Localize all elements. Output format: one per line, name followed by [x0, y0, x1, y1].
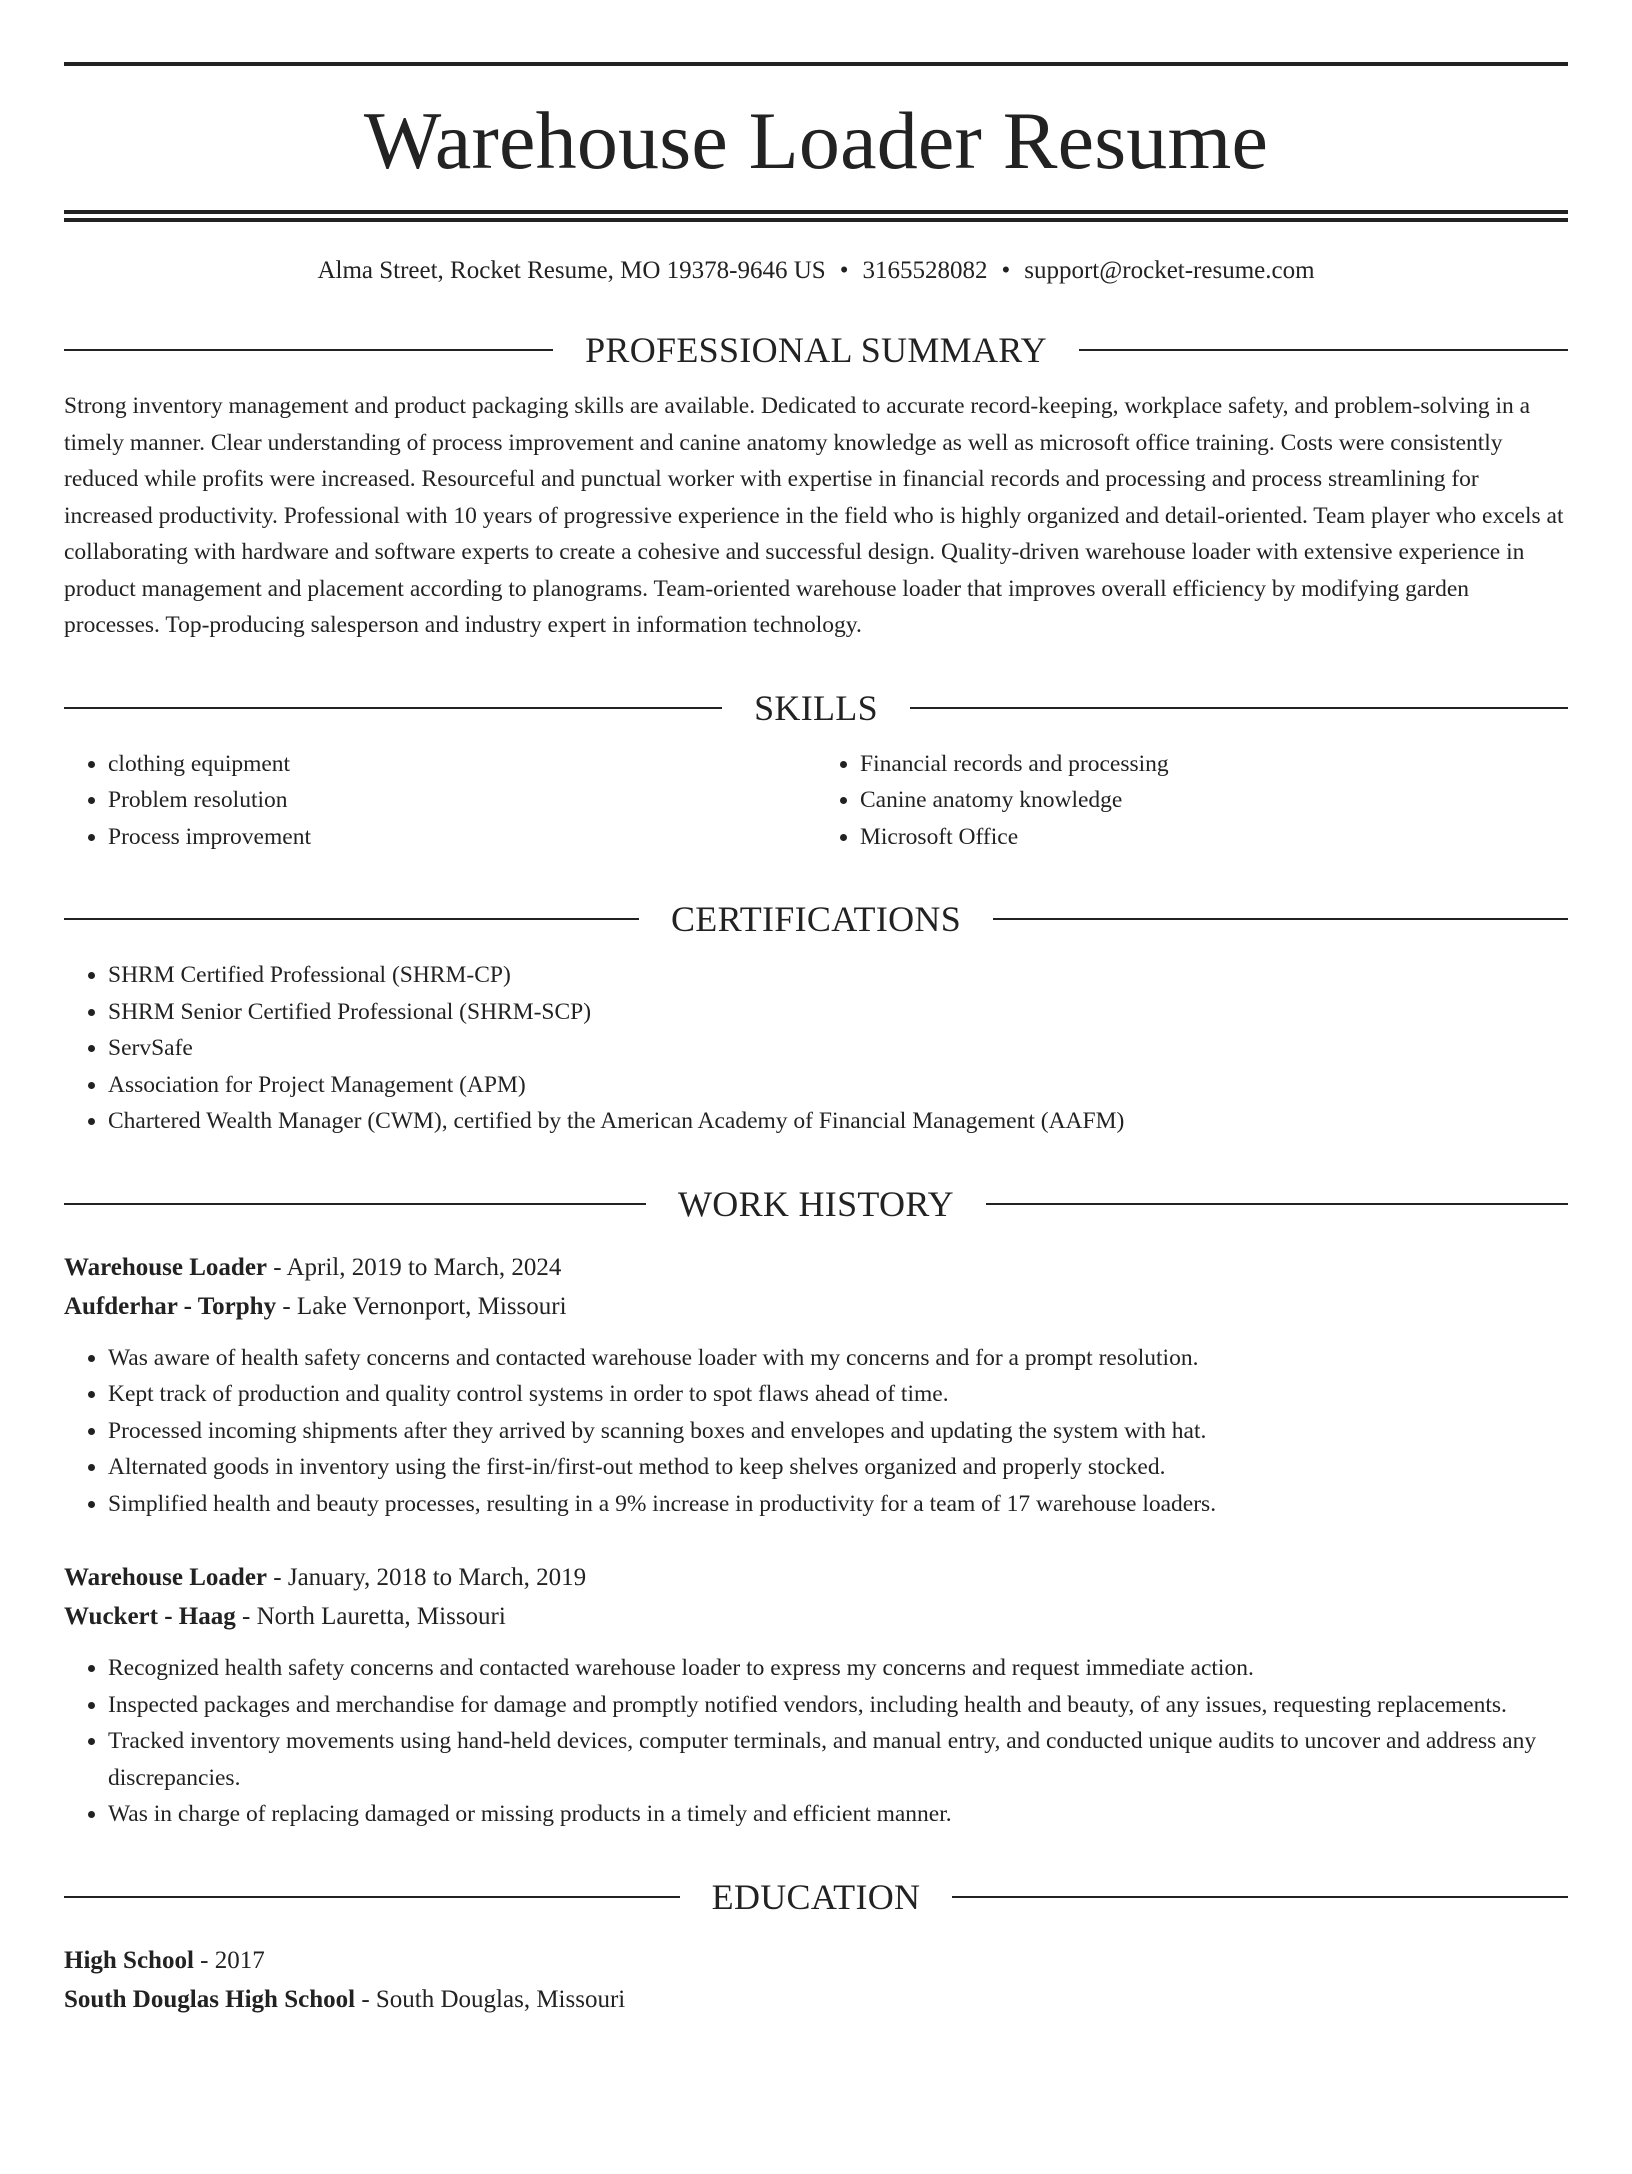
- job-location: - North Lauretta, Missouri: [235, 1603, 506, 1630]
- section-title: WORK HISTORY: [678, 1183, 954, 1224]
- skill-item: • Process improvement: [108, 819, 816, 856]
- job-title: Warehouse Loader: [64, 1253, 268, 1281]
- section-heading-certifications: [64, 901, 1568, 937]
- skills-list: [64, 746, 1568, 856]
- job-title-line: [64, 1248, 1568, 1287]
- certification-item: • SHRM Senior Certified Professional (SHRM-SCP): [108, 994, 1568, 1031]
- education-degree-line: [64, 1941, 1568, 1980]
- section-title: SKILLS: [754, 687, 878, 728]
- heading-rule: [64, 1203, 646, 1205]
- job-title: Warehouse Loader: [64, 1564, 268, 1591]
- job-company: Wuckert - Haag: [64, 1603, 236, 1630]
- job-bullet: • Tracked inventory movements using hand-held devices, computer terminals, and manual entry, and conducted unique audits to uncover and address any discrepancies.: [108, 1723, 1568, 1796]
- job-bullet: • Processed incoming shipments after they arrived by scanning boxes and envelopes and updating the system with hat.: [108, 1413, 1568, 1450]
- heading-rule: [1079, 349, 1568, 351]
- job-dates: - April, 2019 to March, 2024: [267, 1253, 562, 1281]
- skills-column-right: [816, 746, 1568, 856]
- resume-page: [0, 62, 1632, 2174]
- certifications-list: [64, 957, 1568, 1140]
- certification-item: • Chartered Wealth Manager (CWM), certified by the American Academy of Financial Management (AAFM): [108, 1103, 1568, 1140]
- skill-item: • Financial records and processing: [860, 746, 1568, 783]
- job-entry: [64, 1558, 1568, 1833]
- summary-text: Strong inventory management and product packaging skills are available. Dedicated to accurate record-keeping, workplace safety, and problem-solving in a timely manner. Clear understanding of process improvement and canine anatomy knowledge as well as microsoft office training. Costs were consistently reduced while profits were increased. Resourceful and punctual worker with expertise in financial records and processing and process streamlining for increased productivity. Professional with 10 years of progressive experience in the field who is highly organized and detail-oriented. Team player who excels at collaborating with hardware and software experts to create a cohesive and successful design. Quality-driven warehouse loader with extensive experience in product management and placement according to planograms. Team-oriented warehouse loader that improves overall efficiency by modifying garden processes. Top-producing salesperson and industry expert in information technology.: [64, 393, 1564, 638]
- job-bullet: • Simplified health and beauty processes, resulting in a 9% increase in productivity for a team of 17 warehouse loaders.: [108, 1486, 1568, 1523]
- job-company: Aufderhar - Torphy: [64, 1292, 277, 1320]
- education-entry: [64, 1941, 1568, 2019]
- job-bullet: • Alternated goods in inventory using the first-in/first-out method to keep shelves organized and properly stocked.: [108, 1449, 1568, 1486]
- skill-item: • Microsoft Office: [860, 819, 1568, 856]
- job-bullets: [64, 1650, 1568, 1833]
- job-bullet: • Inspected packages and merchandise for damage and promptly notified vendors, including health and beauty, of any issues, requesting replacements.: [108, 1687, 1568, 1724]
- contact-separator: •: [839, 257, 849, 284]
- section-title: EDUCATION: [711, 1876, 921, 1917]
- certification-item: • Association for Project Management (APM): [108, 1067, 1568, 1104]
- title-double-rule: [64, 210, 1568, 222]
- job-location: - Lake Vernonport, Missouri: [276, 1292, 567, 1320]
- section-title: PROFESSIONAL SUMMARY: [585, 330, 1047, 370]
- certification-item: • SHRM Certified Professional (SHRM-CP): [108, 957, 1568, 994]
- certification-item: • ServSafe: [108, 1030, 1568, 1067]
- top-rule: [64, 62, 1568, 66]
- job-dates: - January, 2018 to March, 2019: [267, 1564, 587, 1591]
- skill-item: • Problem resolution: [108, 782, 816, 819]
- resume-title: Warehouse Loader Resume: [363, 95, 1269, 186]
- job-bullet: • Kept track of production and quality control systems in order to spot flaws ahead of time.: [108, 1376, 1568, 1413]
- job-company-line: [64, 1287, 1568, 1326]
- heading-rule: [910, 707, 1568, 709]
- job-bullet: • Recognized health safety concerns and contacted warehouse loader to express my concerns and request immediate action.: [108, 1650, 1568, 1687]
- skill-item: • Canine anatomy knowledge: [860, 782, 1568, 819]
- skill-item: • clothing equipment: [108, 746, 816, 783]
- education-degree: High School: [64, 1946, 194, 1974]
- job-bullets: [64, 1340, 1568, 1523]
- heading-rule: [64, 349, 553, 351]
- heading-rule: [993, 918, 1568, 920]
- contact-separator: •: [1001, 257, 1011, 284]
- heading-rule: [64, 707, 722, 709]
- heading-rule: [986, 1203, 1568, 1205]
- section-heading-education: [64, 1876, 1568, 1917]
- education-school-line: [64, 1980, 1568, 2019]
- education-year: - 2017: [193, 1946, 265, 1974]
- heading-rule: [64, 918, 639, 920]
- job-title-line: [64, 1558, 1568, 1597]
- education-school: South Douglas High School: [64, 1985, 356, 2013]
- heading-rule: [64, 1896, 680, 1898]
- heading-rule: [952, 1896, 1568, 1898]
- job-company-line: [64, 1597, 1568, 1636]
- contact-line: [64, 256, 1568, 286]
- section-heading-skills: [64, 687, 1568, 728]
- job-entry: [64, 1248, 1568, 1523]
- contact-phone: 3165528082: [862, 257, 988, 284]
- skills-column-left: [64, 746, 816, 856]
- section-heading-summary: [64, 332, 1568, 368]
- education-location: - South Douglas, Missouri: [355, 1985, 626, 2013]
- contact-address: Alma Street, Rocket Resume, MO 19378-9646 US: [317, 257, 826, 284]
- section-heading-work: [64, 1183, 1568, 1224]
- job-bullet: • Was aware of health safety concerns and contacted warehouse loader with my concerns and for a prompt resolution.: [108, 1340, 1568, 1377]
- section-title: CERTIFICATIONS: [670, 899, 962, 939]
- job-bullet: • Was in charge of replacing damaged or missing products in a timely and efficient manner.: [108, 1796, 1568, 1833]
- contact-email: support@rocket-resume.com: [1024, 257, 1315, 284]
